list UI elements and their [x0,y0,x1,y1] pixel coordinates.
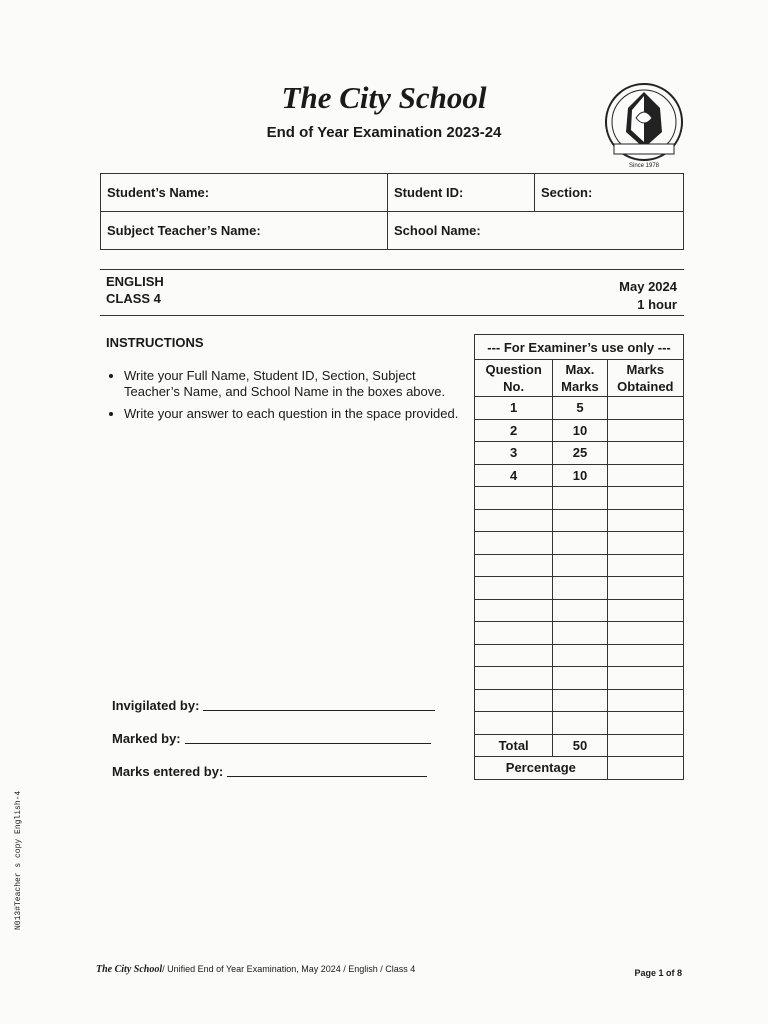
section-label: Section: [541,185,593,200]
max-marks-cell [553,532,607,555]
total-value: 50 [553,734,607,757]
marks-obtained-cell[interactable] [607,712,683,735]
max-marks-cell [553,577,607,600]
marks-obtained-cell[interactable] [607,442,683,465]
student-name-field[interactable] [101,174,388,212]
question-number-cell [475,577,553,600]
max-marks-cell [553,689,607,712]
table-row [475,464,684,487]
marks-obtained-cell[interactable] [607,487,683,510]
marks-obtained-cell[interactable] [607,464,683,487]
marks-obtained-cell[interactable] [607,689,683,712]
question-number-cell [475,644,553,667]
table-row [475,712,684,735]
max-marks-cell: 25 [553,442,607,465]
table-row [475,554,684,577]
teacher-name-label: Subject Teacher’s Name: [107,223,261,238]
question-number-cell [475,532,553,555]
marks-obtained-cell[interactable] [607,622,683,645]
divider-bottom [100,315,684,316]
marks-obtained-cell[interactable] [607,554,683,577]
student-id-field[interactable] [388,174,535,212]
section-field[interactable] [535,174,684,212]
question-number-cell: 2 [475,419,553,442]
instruction-item: • Write your Full Name, Student ID, Section, Subject Teacher’s Name, and School Name in the boxes above. [124,368,464,400]
question-number-cell [475,554,553,577]
instruction-item: • Write your answer to each question in the space provided. [124,406,464,422]
exam-date: May 2024 [619,279,677,294]
marks-obtained-cell[interactable] [607,419,683,442]
max-marks-cell: 10 [553,464,607,487]
footer-description: / Unified End of Year Examination, May 2024 / English / Class 4 [162,964,416,974]
marks-obtained-cell[interactable] [607,532,683,555]
marked-by-field[interactable] [112,731,431,746]
student-id-label: Student ID: [394,185,464,200]
marked-by-label: Marked by: [112,731,181,746]
table-row [475,509,684,532]
question-number-cell [475,689,553,712]
marks-obtained-cell[interactable] [607,577,683,600]
marks-obtained-cell[interactable] [607,667,683,690]
total-obtained-cell[interactable] [607,734,683,757]
instructions-list [106,368,464,428]
footer-brand: The City School [96,964,163,975]
exam-duration: 1 hour [637,297,677,312]
max-marks-cell [553,667,607,690]
percentage-label: Percentage [475,757,608,780]
table-row [475,667,684,690]
table-row [475,442,684,465]
percentage-cell[interactable] [607,757,683,780]
table-row [475,644,684,667]
page-number: Page 1 of 8 [634,968,682,978]
table-row [475,419,684,442]
question-number-cell [475,487,553,510]
question-number-cell [475,509,553,532]
marks-obtained-cell[interactable] [607,599,683,622]
max-marks-cell: 10 [553,419,607,442]
max-marks-cell [553,712,607,735]
table-row [475,577,684,600]
instructions-heading: INSTRUCTIONS [106,335,204,350]
max-marks-cell [553,622,607,645]
subject-name: ENGLISH [106,274,164,289]
invigilated-by-label: Invigilated by: [112,698,200,713]
school-name: The City School [281,80,487,115]
max-marks-cell [553,599,607,622]
total-label: Total [475,734,553,757]
table-row [475,532,684,555]
marks-obtained-cell[interactable] [607,397,683,420]
invigilated-by-field[interactable] [112,698,435,713]
class-name: CLASS 4 [106,291,161,306]
table-row [475,622,684,645]
question-number-cell [475,667,553,690]
signature-line[interactable] [227,775,427,777]
logo-since-text: Since 1978 [628,163,660,169]
teacher-name-field[interactable] [101,212,388,250]
max-marks-cell: 5 [553,397,607,420]
question-number-cell [475,599,553,622]
question-number-cell [475,622,553,645]
max-marks-cell [553,644,607,667]
divider-top [100,269,684,270]
marks-entered-by-field[interactable] [112,764,427,779]
student-name-label: Student’s Name: [107,185,210,200]
max-marks-cell [553,487,607,510]
max-marks-cell [553,554,607,577]
table-row [475,689,684,712]
side-print-code: N013#Teacher s copy English-4 [14,790,23,930]
signature-line[interactable] [185,742,431,744]
school-name-field[interactable] [388,212,684,250]
question-number-cell: 3 [475,442,553,465]
marks-entered-by-label: Marks entered by: [112,764,224,779]
table-row [475,599,684,622]
max-marks-cell [553,509,607,532]
column-header-question: Question No. [475,360,553,397]
exam-title: End of Year Examination 2023-24 [266,124,502,141]
school-name-label: School Name: [394,223,481,238]
question-number-cell [475,712,553,735]
table-row [475,487,684,510]
question-number-cell: 1 [475,397,553,420]
marks-obtained-cell[interactable] [607,644,683,667]
examiner-table-title: --- For Examiner’s use only --- [475,335,684,360]
marks-obtained-cell[interactable] [607,509,683,532]
column-header-marks-obtained: Marks Obtained [607,360,683,397]
question-number-cell: 4 [475,464,553,487]
footer-text [96,964,415,975]
table-row [475,397,684,420]
signature-line[interactable] [203,709,435,711]
examiner-table [474,334,684,780]
column-header-max-marks: Max. Marks [553,360,607,397]
student-info-table [100,173,684,250]
